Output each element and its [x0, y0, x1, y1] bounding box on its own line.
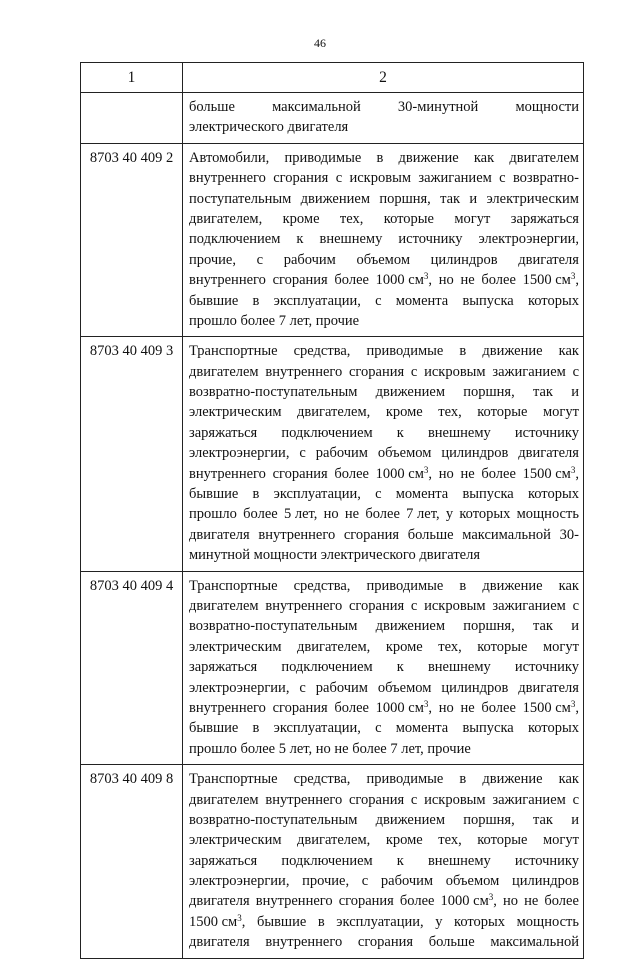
description-word: не: [460, 699, 475, 716]
description-word: к: [296, 231, 304, 248]
description-word: которые: [477, 638, 528, 655]
description-word: в: [252, 292, 260, 309]
description-word: внешнему: [427, 659, 491, 676]
description-word: которых: [527, 720, 579, 737]
description-word: более: [481, 465, 516, 482]
description-word: могут: [542, 638, 579, 655]
tariff-description: [183, 571, 584, 765]
description-word: сгорания: [272, 272, 328, 289]
description-word: с: [572, 597, 579, 614]
description-word: кроме: [385, 404, 423, 421]
description-word: выпуска: [462, 486, 514, 503]
description-line: [189, 739, 579, 759]
description-word: тех,: [339, 210, 364, 227]
description-word: в: [317, 913, 325, 930]
description-word: более: [365, 506, 400, 523]
description-word: и: [571, 618, 579, 635]
description-line: [189, 769, 579, 789]
description-word: двигателя: [189, 526, 250, 543]
description-word: к: [396, 424, 404, 441]
description-word: но: [438, 699, 454, 716]
description-word: искровым: [349, 170, 411, 187]
description-word: в: [459, 577, 467, 594]
description-word: подключением: [281, 659, 373, 676]
description-word: и: [469, 190, 478, 207]
description-word: которые: [477, 832, 528, 849]
column-header-1: 1: [81, 63, 183, 93]
description-word: у: [445, 506, 454, 523]
description-word: искровым: [424, 597, 486, 614]
description-word: как: [473, 149, 495, 166]
description-word: с: [256, 251, 264, 268]
description-word: с: [299, 679, 306, 696]
description-word: 1000 $см^3$,: [375, 698, 433, 716]
description-word: так: [532, 618, 553, 635]
description-word: с: [361, 873, 369, 890]
description-line: [189, 402, 579, 422]
description-word: двигателя: [189, 934, 250, 951]
description-word: возвратно-поступательным: [189, 384, 358, 401]
description-word: 7 лет,: [406, 506, 440, 523]
description-word: возвратно-поступательным: [189, 811, 358, 828]
description-word: с: [299, 445, 306, 462]
table-row: [81, 93, 584, 144]
tariff-code: [81, 93, 183, 144]
description-word: с: [572, 791, 579, 808]
description-word: двигателем,: [297, 404, 371, 421]
description-word: но: [438, 465, 454, 482]
description-word: внутреннего: [189, 272, 266, 289]
description-line: [189, 790, 579, 810]
description-word: искровым: [424, 363, 486, 380]
description-word: двигателем: [189, 791, 259, 808]
description-word: двигателем,: [297, 638, 371, 655]
description-word: возвратно-: [512, 170, 579, 187]
description-word: поршня,: [463, 618, 515, 635]
description-line: [189, 851, 579, 871]
description-word: которых: [454, 913, 506, 930]
description-word: 1500 $см^3$,: [522, 464, 579, 482]
description-word: с: [375, 292, 382, 309]
description-word: с: [499, 170, 506, 187]
description-word: 1000 $см^3$,: [375, 271, 433, 289]
description-word: момента: [395, 486, 449, 503]
description-word: двигателем: [189, 597, 259, 614]
table-row: [81, 765, 584, 959]
description-word: заряжаться: [189, 852, 258, 869]
description-word: но: [438, 272, 454, 289]
description-word: электрическим: [189, 832, 282, 849]
tariff-table: [80, 62, 584, 959]
description-word: внешнему: [427, 852, 491, 869]
description-word: с: [375, 720, 382, 737]
description-line: [189, 270, 579, 290]
description-word: мощность: [516, 913, 579, 930]
description-word: но: [503, 893, 519, 910]
description-line: [189, 698, 579, 718]
description-word: 30-минутной: [397, 99, 479, 115]
description-word: которых: [459, 506, 511, 523]
description-word: средства,: [293, 771, 351, 788]
description-word: бывшие: [189, 486, 239, 503]
description-word: эксплуатации,: [273, 486, 361, 503]
description-word: бывшие: [189, 720, 239, 737]
description-word: поступательным: [189, 190, 292, 207]
description-word: электрическим: [189, 638, 282, 655]
description-word: более: [334, 465, 369, 482]
description-line: [189, 209, 579, 229]
description-line: [189, 189, 579, 209]
description-word: 1500 $см^3$,: [522, 271, 579, 289]
description-word: поршня,: [379, 190, 431, 207]
description-word: которых: [527, 486, 579, 503]
description-word: бывшие: [189, 292, 239, 309]
description-word: кроме: [385, 638, 423, 655]
description-word: прочие,: [302, 873, 350, 890]
description-word: приводимые: [366, 771, 444, 788]
description-word: минутной мощности электрического двигателя: [189, 547, 481, 564]
description-word: электроэнергии,: [478, 231, 579, 248]
description-word: прочие,: [189, 251, 236, 268]
description-word: рабочим: [315, 679, 368, 696]
description-word: 1500 $см^3$,: [189, 912, 246, 930]
description-word: источнику: [398, 231, 463, 248]
description-word: сгорания: [348, 791, 405, 808]
description-word: более: [481, 272, 516, 289]
description-word: эксплуатации,: [336, 913, 424, 930]
description-word: средства,: [293, 343, 351, 360]
description-word: прошло более 7 лет, прочие: [189, 312, 360, 329]
description-word: сгорания: [348, 597, 405, 614]
description-word: и: [571, 384, 579, 401]
description-word: мощность: [516, 506, 579, 523]
description-line: [189, 311, 579, 331]
description-word: 1500 $см^3$,: [522, 698, 579, 716]
description-word: 1000 $см^3$,: [440, 892, 497, 910]
description-line: [189, 891, 579, 911]
description-word: 30-: [559, 526, 579, 543]
description-line: [189, 341, 579, 361]
tariff-description: [183, 93, 584, 144]
description-word: выпуска: [462, 292, 514, 309]
description-line: [189, 504, 579, 524]
description-word: у: [435, 913, 443, 930]
description-word: в: [252, 720, 260, 737]
description-word: зажиганием: [418, 170, 492, 187]
description-word: бывшие: [256, 913, 307, 930]
description-word: движением: [375, 618, 446, 635]
description-word: более: [243, 506, 278, 523]
description-word: с: [410, 597, 418, 614]
description-word: зажиганием: [492, 791, 566, 808]
description-word: движением: [300, 190, 371, 207]
description-word: более: [399, 893, 435, 910]
description-word: цилиндров: [430, 251, 498, 268]
description-word: максимальной: [272, 99, 361, 115]
description-word: объемом: [356, 251, 411, 268]
description-word: внутреннего: [265, 791, 343, 808]
description-word: электроэнергии,: [189, 679, 290, 696]
description-word: тех,: [438, 638, 462, 655]
description-word: объемом: [377, 679, 432, 696]
description-word: электрическим: [189, 404, 282, 421]
description-word: кроме: [282, 210, 320, 227]
description-word: выпуска: [462, 720, 514, 737]
description-word: с: [572, 363, 579, 380]
description-word: тех,: [438, 832, 462, 849]
tariff-code: 8703 40 409 8: [81, 765, 183, 959]
description-word: эксплуатации,: [273, 292, 361, 309]
description-word: прошло: [189, 506, 237, 523]
description-word: движение: [398, 149, 459, 166]
description-line: [189, 382, 579, 402]
description-word: внутреннего: [189, 699, 266, 716]
column-header-2: 2: [183, 63, 584, 93]
description-word: внутреннего: [265, 934, 343, 951]
description-word: не: [460, 272, 475, 289]
description-word: электроэнергии,: [189, 873, 290, 890]
tariff-description: [183, 337, 584, 571]
description-word: заряжаться: [510, 210, 579, 227]
description-line: [189, 229, 579, 249]
tariff-code: 8703 40 409 3: [81, 337, 183, 571]
description-word: внешнему: [427, 424, 491, 441]
description-word: внутреннего: [265, 597, 343, 614]
description-word: Транспортные: [189, 577, 278, 594]
page-number: 46: [314, 36, 326, 50]
description-word: зажиганием: [492, 597, 566, 614]
description-line: [189, 912, 579, 932]
description-word: поршня,: [463, 384, 515, 401]
description-word: мощности: [515, 99, 579, 115]
table-header-row: [81, 63, 584, 93]
description-word: внутреннего: [189, 465, 266, 482]
description-word: в: [459, 343, 467, 360]
description-word: движением: [375, 384, 446, 401]
description-word: как: [558, 771, 579, 788]
description-word: подключением: [189, 231, 281, 248]
description-word: движение: [482, 577, 543, 594]
description-word: двигателя: [518, 679, 579, 696]
description-line: [189, 637, 579, 657]
description-word: с: [335, 170, 343, 187]
description-word: подключением: [281, 852, 373, 869]
table-row: [81, 571, 584, 765]
description-word: средства,: [293, 577, 351, 594]
description-line: [189, 250, 579, 270]
description-line: [189, 830, 579, 850]
description-word: подключением: [281, 424, 373, 441]
description-word: заряжаться: [189, 424, 258, 441]
description-line: [189, 545, 579, 565]
description-word: более: [481, 699, 516, 716]
description-word: электрическим: [486, 190, 579, 207]
description-word: рабочим: [380, 873, 434, 890]
description-word: и: [571, 811, 579, 828]
description-word: внутреннего: [258, 526, 336, 543]
description-word: более: [544, 893, 579, 910]
description-word: объемом: [377, 445, 432, 462]
description-word: могут: [454, 210, 491, 227]
description-word: как: [558, 343, 579, 360]
description-word: к: [396, 852, 404, 869]
description-word: сгорания: [272, 699, 328, 716]
description-line: [189, 678, 579, 698]
description-word: 1000 $см^3$,: [375, 464, 433, 482]
description-word: внутреннего: [265, 363, 343, 380]
description-word: могут: [542, 832, 579, 849]
description-word: момента: [395, 292, 449, 309]
description-line: [189, 148, 579, 168]
description-word: сгорания: [272, 465, 328, 482]
description-word: Автомобили,: [189, 149, 270, 166]
description-word: цилиндров: [511, 873, 579, 890]
description-word: источнику: [514, 659, 579, 676]
description-word: так: [440, 190, 461, 207]
description-line: [189, 443, 579, 463]
description-line: [189, 871, 579, 891]
tariff-description: [183, 143, 584, 337]
description-word: приводимые: [284, 149, 362, 166]
description-word: момента: [395, 720, 449, 737]
description-word: в: [252, 486, 260, 503]
description-line: [189, 932, 579, 952]
description-line: [189, 423, 579, 443]
description-word: источнику: [514, 424, 579, 441]
description-word: движение: [482, 771, 543, 788]
description-line: [189, 616, 579, 636]
description-word: двигателем: [509, 149, 579, 166]
description-line: [189, 464, 579, 484]
description-word: могут: [542, 404, 579, 421]
description-word: двигателя: [518, 251, 579, 268]
description-word: движение: [482, 343, 543, 360]
description-word: зажиганием: [492, 363, 566, 380]
description-word: которые: [383, 210, 434, 227]
description-word: сгорания: [343, 526, 400, 543]
description-word: которых: [527, 292, 579, 309]
description-word: в: [376, 149, 384, 166]
description-word: не: [460, 465, 475, 482]
description-word: с: [410, 791, 418, 808]
description-word: двигателя: [189, 893, 250, 910]
description-word: которые: [477, 404, 528, 421]
description-line: [189, 718, 579, 738]
description-word: не: [344, 506, 360, 523]
description-word: электроэнергии,: [189, 445, 290, 462]
description-word: движением: [375, 811, 446, 828]
description-word: прошло более 5 лет, но не более 7 лет, прочие: [189, 740, 471, 757]
description-word: цилиндров: [441, 445, 509, 462]
description-word: приводимые: [366, 343, 444, 360]
description-word: как: [558, 577, 579, 594]
description-line: [189, 97, 579, 117]
description-word: возвратно-поступательным: [189, 618, 358, 635]
tariff-code: 8703 40 409 2: [81, 143, 183, 337]
description-line: [189, 484, 579, 504]
table-row: [81, 337, 584, 571]
description-word: внешнему: [319, 231, 383, 248]
description-word: к: [396, 659, 404, 676]
description-word: источнику: [514, 852, 579, 869]
description-word: больше: [428, 934, 475, 951]
description-line: [189, 810, 579, 830]
description-line: [189, 362, 579, 382]
description-word: в: [459, 771, 467, 788]
description-word: с: [375, 486, 382, 503]
description-line: [189, 576, 579, 596]
table-row: [81, 143, 584, 337]
description-word: больше: [189, 99, 235, 115]
description-word: Транспортные: [189, 771, 278, 788]
description-word: электрического двигателя: [189, 119, 349, 136]
description-line: [189, 117, 579, 137]
description-word: сгорания: [338, 893, 394, 910]
description-word: максимальной: [462, 526, 551, 543]
description-word: с: [410, 363, 418, 380]
description-word: двигателем,: [297, 832, 371, 849]
tariff-code: 8703 40 409 4: [81, 571, 183, 765]
description-word: но: [323, 506, 339, 523]
description-word: приводимые: [366, 577, 444, 594]
description-word: эксплуатации,: [273, 720, 361, 737]
description-word: внутреннего: [189, 170, 266, 187]
description-word: не: [524, 893, 539, 910]
description-word: сгорания: [357, 934, 414, 951]
description-word: максимальной: [490, 934, 579, 951]
description-word: Транспортные: [189, 343, 278, 360]
description-word: сгорания: [273, 170, 329, 187]
description-word: объемом: [445, 873, 500, 890]
description-word: более: [334, 699, 369, 716]
tariff-description: [183, 765, 584, 959]
description-word: рабочим: [315, 445, 368, 462]
description-line: [189, 657, 579, 677]
description-word: цилиндров: [441, 679, 509, 696]
description-word: так: [532, 811, 553, 828]
description-word: кроме: [385, 832, 423, 849]
description-word: сгорания: [348, 363, 405, 380]
description-word: поршня,: [463, 811, 515, 828]
description-word: двигателем,: [189, 210, 263, 227]
description-word: рабочим: [283, 251, 336, 268]
description-line: [189, 291, 579, 311]
description-word: двигателем: [189, 363, 259, 380]
description-word: так: [532, 384, 553, 401]
description-word: больше: [407, 526, 454, 543]
description-word: искровым: [424, 791, 486, 808]
description-word: тех,: [438, 404, 462, 421]
description-line: [189, 596, 579, 616]
description-word: заряжаться: [189, 659, 258, 676]
description-word: двигателя: [518, 445, 579, 462]
description-word: 5 лет,: [283, 506, 318, 523]
description-line: [189, 525, 579, 545]
description-word: внутреннего: [255, 893, 333, 910]
description-word: более: [334, 272, 369, 289]
description-line: [189, 168, 579, 188]
